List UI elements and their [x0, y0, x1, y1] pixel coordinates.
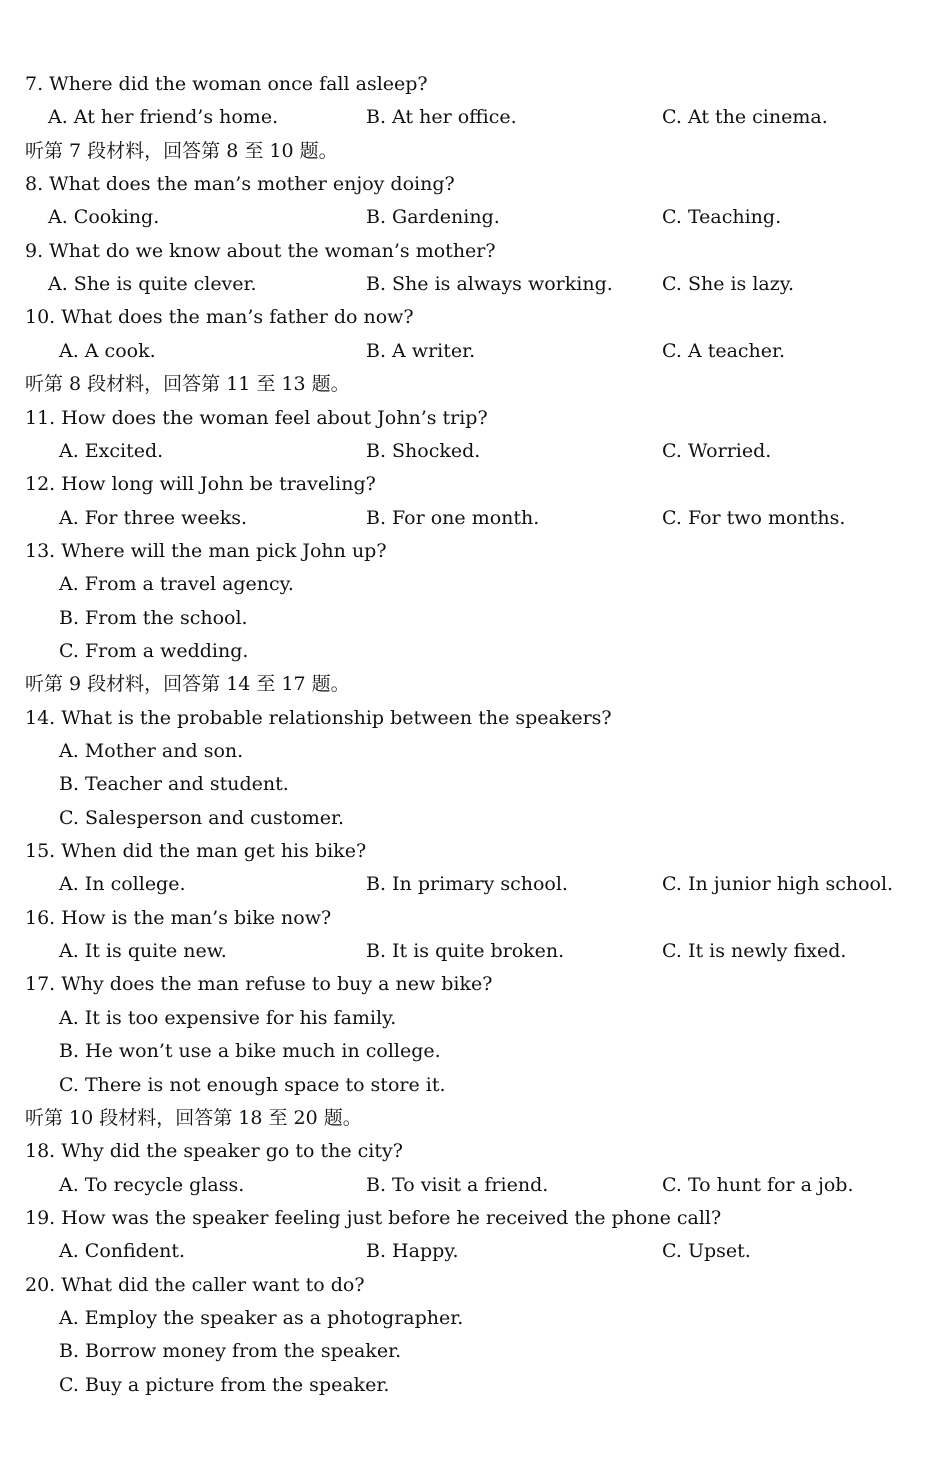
answer-option: B. At her office.	[366, 106, 517, 129]
answer-option: B. From the school.	[59, 606, 248, 629]
question-text: 16. How is the man’s bike now?	[25, 906, 332, 929]
answer-option: A. In college.	[59, 873, 186, 896]
answer-option: C. Buy a picture from the speaker.	[59, 1373, 390, 1396]
question-text: 9. What do we know about the woman’s mother?	[25, 239, 496, 262]
section-instruction: 听第 7 段材料，回答第 8 至 10 题。	[25, 139, 338, 162]
answer-option: B. Gardening.	[366, 206, 500, 229]
question-text: 19. How was the speaker feeling just before he received the phone call?	[25, 1206, 722, 1229]
answer-options-row	[0, 502, 950, 535]
answer-option: B. In primary school.	[366, 873, 568, 896]
answer-option: B. A writer.	[366, 339, 476, 362]
answer-options-row	[0, 868, 950, 901]
answer-option: A. She is quite clever.	[48, 273, 257, 296]
section-instruction: 听第 9 段材料，回答第 14 至 17 题。	[25, 673, 350, 696]
answer-options-row	[0, 1235, 950, 1268]
question-text: 7. Where did the woman once fall asleep?	[25, 73, 428, 95]
answer-option: A. It is too expensive for his family.	[59, 1006, 397, 1029]
answer-option: C. For two months.	[662, 506, 846, 529]
answer-option: C. Teaching.	[662, 206, 782, 229]
answer-option: A. It is quite new.	[59, 940, 227, 963]
answer-option: B. Shocked.	[366, 439, 481, 462]
answer-option: A. From a travel agency.	[59, 573, 294, 596]
answer-option: C. At the cinema.	[662, 106, 828, 129]
answer-option: A. Excited.	[59, 439, 164, 462]
answer-option: A. To recycle glass.	[59, 1173, 245, 1196]
answer-option: A. Mother and son.	[59, 740, 244, 762]
question-text: 8. What does the man’s mother enjoy doing?	[25, 173, 455, 196]
answer-option: B. It is quite broken.	[366, 940, 565, 963]
answer-option: B. Teacher and student.	[59, 773, 289, 796]
answer-option: C. To hunt for a job.	[662, 1173, 854, 1196]
answer-option: C. From a wedding.	[59, 639, 249, 662]
question-text: 14. What is the probable relationship between the speakers?	[25, 706, 612, 729]
answer-option: B. For one month.	[366, 506, 540, 529]
answer-options-row	[0, 268, 950, 301]
answer-option: C. Worried.	[662, 439, 772, 462]
answer-options-row	[0, 335, 950, 368]
answer-option: A. At her friend’s home.	[48, 106, 279, 129]
answer-option: C. In junior high school.	[662, 873, 894, 896]
answer-options-row	[0, 935, 950, 968]
answer-option: B. Borrow money from the speaker.	[59, 1340, 402, 1363]
answer-option: C. There is not enough space to store it.	[59, 1073, 446, 1096]
answer-options-row	[0, 201, 950, 234]
answer-options-row	[0, 1169, 950, 1202]
section-instruction: 听第 10 段材料，回答第 18 至 20 题。	[25, 1106, 362, 1129]
answer-option: C. She is lazy.	[662, 273, 795, 296]
question-text: 17. Why does the man refuse to buy a new bike?	[25, 973, 493, 996]
question-text: 12. How long will John be traveling?	[25, 473, 376, 496]
answer-option: C. Upset.	[662, 1240, 751, 1263]
question-text: 18. Why did the speaker go to the city?	[25, 1140, 403, 1163]
question-text: 20. What did the caller want to do?	[25, 1273, 365, 1296]
answer-option: B. Happy.	[366, 1240, 459, 1263]
answer-option: A. Cooking.	[48, 206, 160, 229]
answer-option: C. Salesperson and customer.	[59, 806, 345, 829]
answer-option: A. A cook.	[59, 339, 156, 362]
question-text: 13. Where will the man pick John up?	[25, 539, 387, 562]
question-text: 11. How does the woman feel about John’s trip?	[25, 406, 488, 429]
answer-option: A. For three weeks.	[59, 506, 248, 529]
answer-option: B. She is always working.	[366, 273, 613, 296]
answer-option: C. It is newly fixed.	[662, 940, 847, 963]
question-text: 10. What does the man’s father do now?	[25, 306, 414, 329]
answer-option: A. Employ the speaker as a photographer.	[59, 1306, 464, 1329]
section-instruction: 听第 8 段材料，回答第 11 至 13 题。	[25, 373, 350, 396]
answer-option: B. To visit a friend.	[366, 1173, 549, 1196]
answer-option: A. Confident.	[59, 1240, 186, 1263]
answer-options-row	[0, 101, 950, 134]
question-text: 15. When did the man get his bike?	[25, 840, 367, 863]
answer-options-row	[0, 435, 950, 468]
answer-option: B. He won’t use a bike much in college.	[59, 1040, 441, 1063]
answer-option: C. A teacher.	[662, 339, 786, 362]
